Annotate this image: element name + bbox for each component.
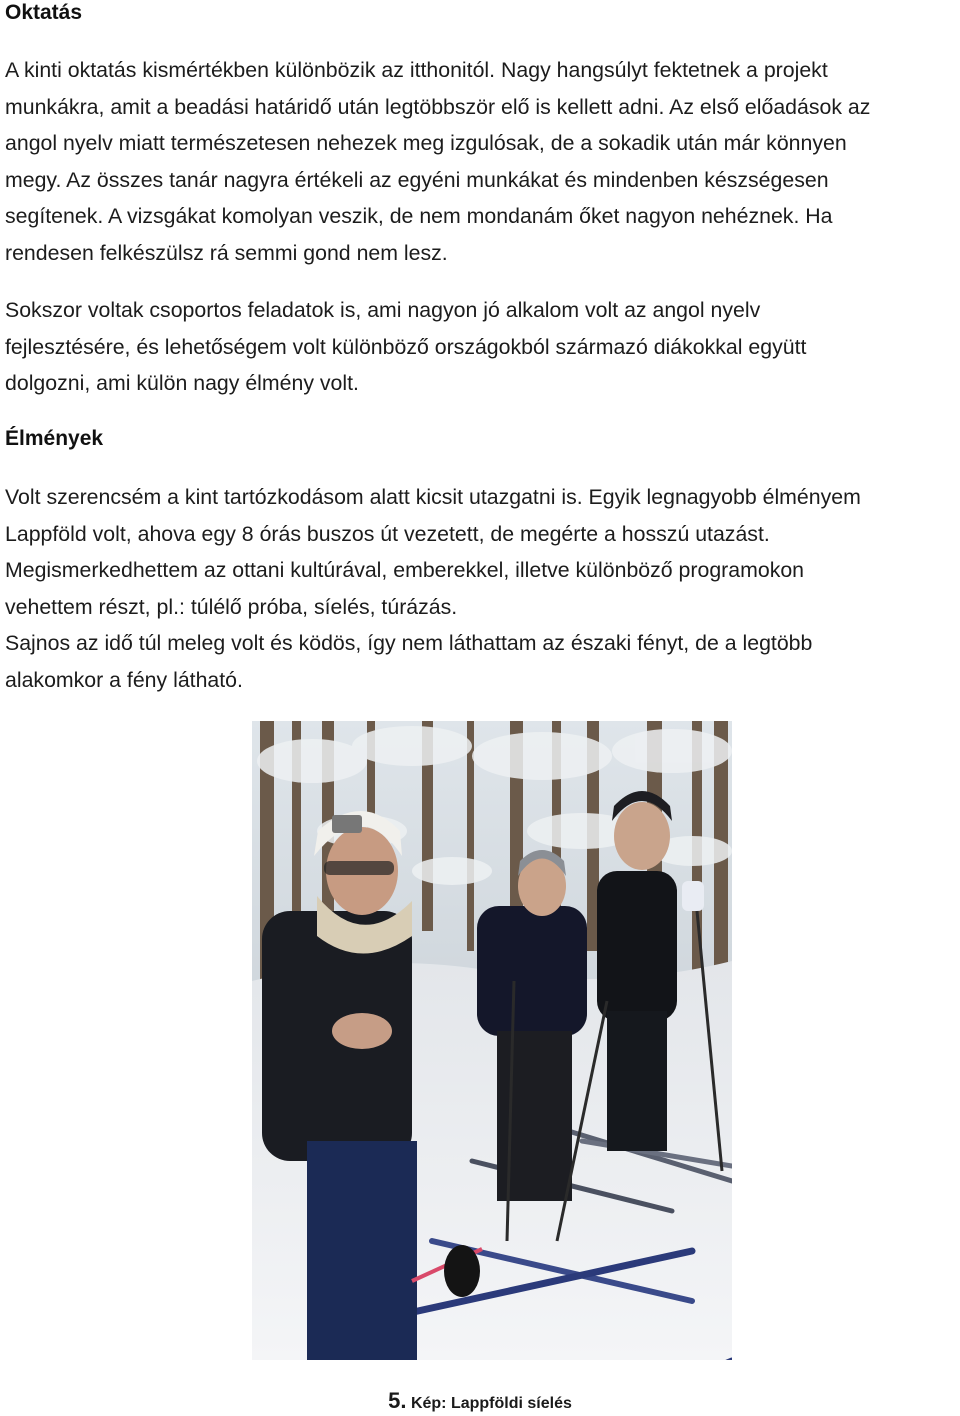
ski-photo-illustration bbox=[252, 721, 732, 1360]
text-line: angol nyelv miatt természetesen nehezek meg izgulósak, de a sokadik után már könnyen bbox=[5, 131, 847, 155]
section-heading-elmenyek: Élmények bbox=[5, 427, 104, 450]
text-line: Megismerkedhettem az ottani kultúrával, emberekkel, illetve különböző programokon bbox=[5, 558, 805, 582]
paragraph-elmenyek bbox=[5, 479, 950, 698]
figure-caption bbox=[0, 1389, 960, 1416]
paragraph-oktatas-1 bbox=[5, 52, 950, 271]
text-line: munkákra, amit a beadási határidő után legtöbbször elő is kellett adni. Az első előadások az bbox=[5, 94, 871, 119]
text-line: alakomkor a fény látható. bbox=[5, 667, 243, 692]
ski-photo bbox=[252, 721, 732, 1360]
text-line: Sajnos az idő túl meleg volt és ködös, így nem láthattam az északi fényt, de a legtöbb bbox=[5, 631, 813, 655]
figure-caption-text: Kép: Lappföldi síelés bbox=[406, 1395, 572, 1412]
text-line: Lappföld volt, ahova egy 8 órás buszos út vezetett, de megérte a hosszú utazást. bbox=[5, 521, 770, 546]
paragraph-oktatas-2 bbox=[5, 292, 950, 402]
text-line: megy. Az összes tanár nagyra értékeli az egyéni munkákat és mindenben készségesen bbox=[5, 167, 829, 192]
section-heading-oktatas: Oktatás bbox=[5, 1, 83, 24]
text-line: dolgozni, ami külön nagy élmény volt. bbox=[5, 371, 359, 395]
text-line: segítenek. A vizsgákat komolyan veszik, de nem mondanám őket nagyon nehéznek. Ha bbox=[5, 204, 833, 228]
text-line: Sokszor voltak csoportos feladatok is, ami nagyon jó alkalom volt az angol nyelv bbox=[5, 298, 761, 322]
text-line: vehettem részt, pl.: túlélő próba, síelés, túrázás. bbox=[5, 594, 458, 619]
text-line: fejlesztésére, és lehetőségem volt különböző országokból származó diákokkal együtt bbox=[5, 334, 807, 359]
text-line: A kinti oktatás kismértékben különbözik az itthonitól. Nagy hangsúlyt fektetnek a projekt bbox=[5, 58, 828, 82]
text-line: Volt szerencsém a kint tartózkodásom alatt kicsit utazgatni is. Egyik legnagyobb élményem bbox=[5, 485, 861, 509]
text-line: rendesen felkészülsz rá semmi gond nem lesz. bbox=[5, 240, 448, 265]
figure-caption-number: 5. bbox=[388, 1388, 407, 1413]
